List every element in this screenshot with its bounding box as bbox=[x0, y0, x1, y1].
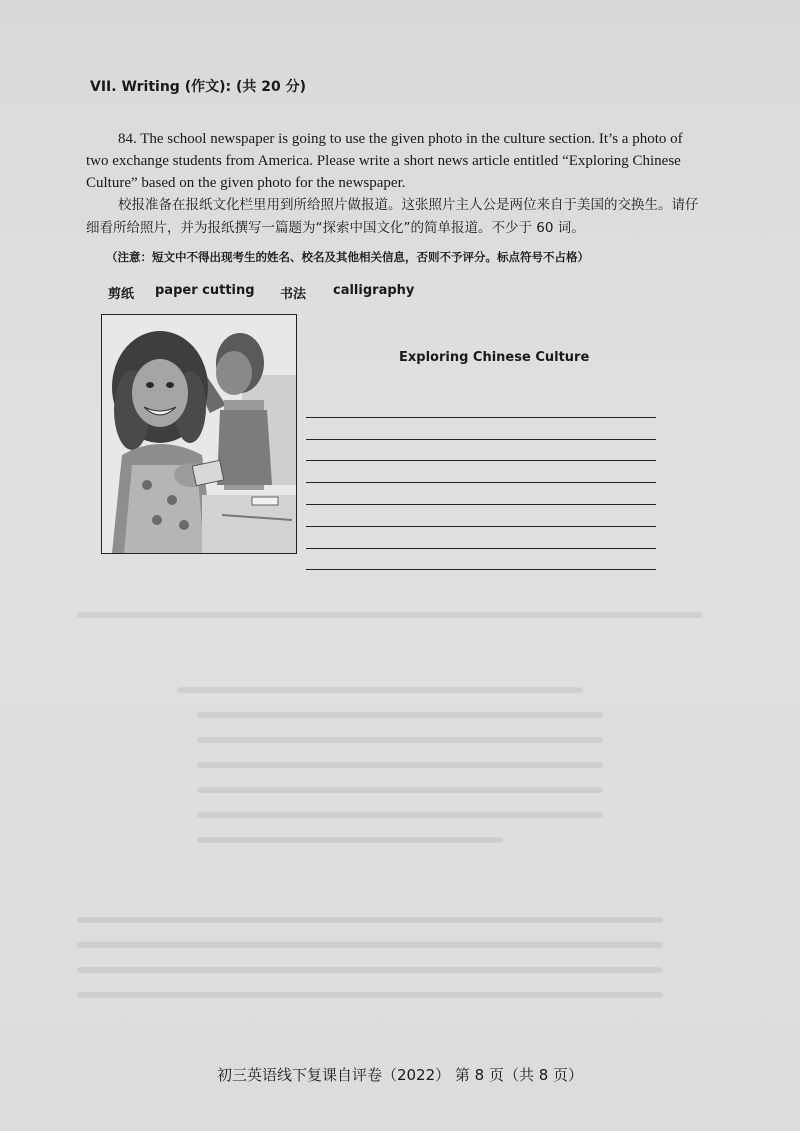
writing-line[interactable] bbox=[306, 461, 656, 483]
article-title: Exploring Chinese Culture bbox=[399, 350, 590, 365]
writing-line[interactable] bbox=[306, 505, 656, 527]
writing-line[interactable] bbox=[306, 396, 656, 418]
question-chinese: 校报准备在报纸文化栏里用到所给照片做报道。这张照片主人公是两位来自于美国的交换生。请仔细看所给照片，并为报纸撰写一篇题为“探索中国文化”的简单报道。不少于 60 词。 bbox=[86, 197, 699, 236]
writing-line[interactable] bbox=[306, 418, 656, 440]
question-english: 84. The school newspaper is going to use the given photo in the culture section. It’s a photo of two exchange students from America. Please write a short news article entitled “Exploring Chinese Culture” based on the given photo for the newspaper. bbox=[86, 131, 683, 191]
vocab-zh-paper-cutting: 剪纸 bbox=[108, 287, 135, 302]
question-note: （注意：短文中不得出现考生的姓名、校名及其他相关信息，否则不予评分。标点符号不占格） bbox=[106, 250, 589, 264]
vocab-en-paper-cutting: paper cutting bbox=[155, 283, 255, 298]
vocab-zh-calligraphy: 书法 bbox=[280, 287, 307, 302]
writing-line[interactable] bbox=[306, 483, 656, 505]
writing-lines bbox=[306, 396, 656, 570]
vocab-en-calligraphy: calligraphy bbox=[333, 283, 415, 298]
section-title: VII. Writing (作文): (共 20 分) bbox=[90, 79, 306, 95]
students-photo-illustration bbox=[102, 315, 296, 553]
show-through-text bbox=[60, 600, 740, 1020]
page-footer: 初三英语线下复课自评卷（2022） 第 8 页（共 8 页） bbox=[216, 1066, 584, 1084]
writing-line[interactable] bbox=[306, 527, 656, 549]
writing-line[interactable] bbox=[306, 440, 656, 462]
writing-line[interactable] bbox=[306, 549, 656, 571]
students-photo bbox=[101, 314, 297, 554]
